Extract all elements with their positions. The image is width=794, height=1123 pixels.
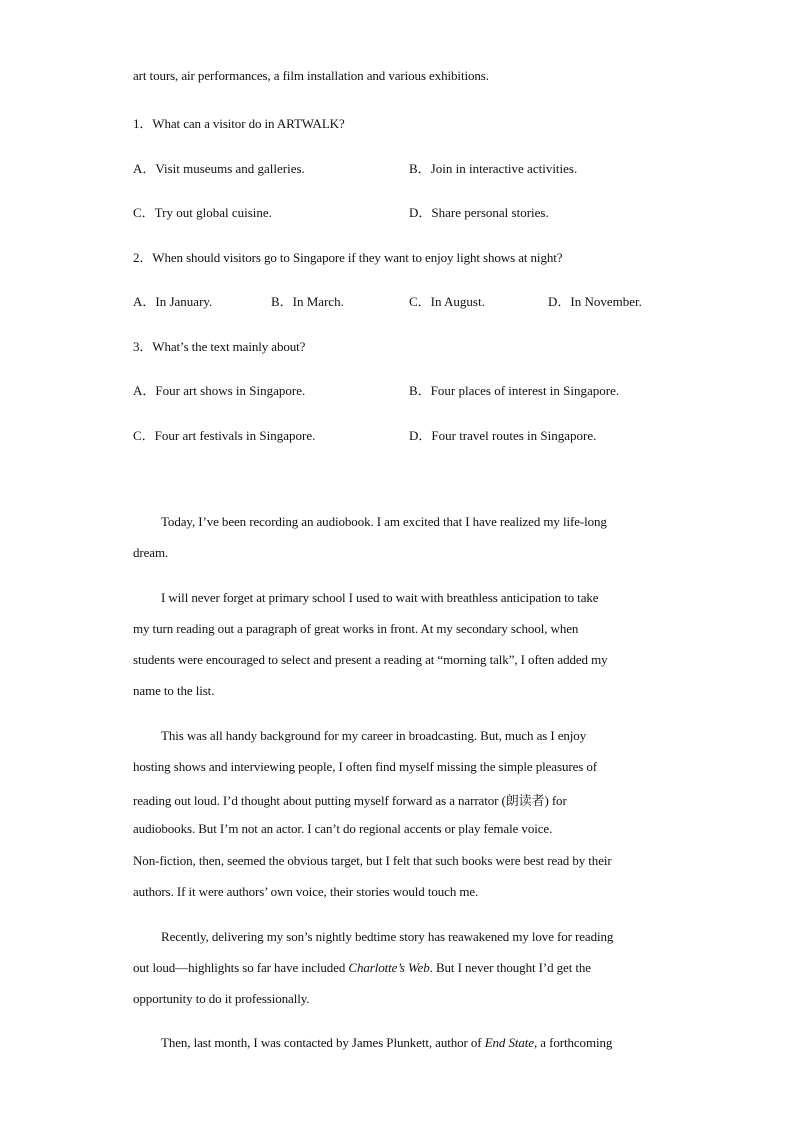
question-2-option-a: A．In January. [133,294,213,309]
passage-p2-line-1: I will never forget at primary school I used to wait with breathless anticipation to take [161,590,599,605]
question-2-stem: 2．When should visitors go to Singapore if they want to enjoy light shows at night? [133,250,563,265]
passage-p3-line-5: Non-fiction, then, seemed the obvious target, but I felt that such books were best read by their [133,853,612,868]
question-1-option-d: D．Share personal stories. [409,205,549,220]
passage-p2-line-4: name to the list. [133,683,215,698]
passage-p2-line-3: students were encouraged to select and present a reading at “morning talk”, I often added my [133,652,608,667]
passage-p4-line-3: opportunity to do it professionally. [133,991,310,1006]
passage-p4-line-2 [133,960,591,976]
passage-p3-line-3: reading out loud. I’d thought about putting myself forward as a narrator (朗读者) for [133,793,567,808]
question-3-option-b: B．Four places of interest in Singapore. [409,383,620,398]
question-1-option-b: B．Join in interactive activities. [409,161,578,176]
intro-line: art tours, air performances, a film installation and various exhibitions. [133,68,489,83]
question-3-option-c: C．Four art festivals in Singapore. [133,428,316,443]
passage-p1-line-2: dream. [133,545,169,560]
passage-p4-line-2-post: . But I never thought I’d get the [429,960,591,975]
question-3-option-d: D．Four travel routes in Singapore. [409,428,597,443]
book-title-charlottes-web: Charlotte’s Web [348,960,430,975]
question-2-option-d: D．In November. [548,294,642,309]
passage-p3-line-4: audiobooks. But I’m not an actor. I can’t do regional accents or play female voice. [133,821,553,836]
passage-p1-line-1: Today, I’ve been recording an audiobook. I am excited that I have realized my life-long [161,514,607,529]
passage-p4-line-2-pre: out loud—highlights so far have included [133,960,349,975]
passage-p5-line-1 [161,1035,612,1051]
passage-p3-line-1: This was all handy background for my career in broadcasting. But, much as I enjoy [161,728,587,743]
passage-p2-line-2: my turn reading out a paragraph of great works in front. At my secondary school, when [133,621,579,636]
question-3-option-a: A．Four art shows in Singapore. [133,383,306,398]
passage-p5-pre: Then, last month, I was contacted by James Plunkett, author of [161,1035,485,1050]
question-2-option-c: C．In August. [409,294,485,309]
passage-p4-line-1: Recently, delivering my son’s nightly bedtime story has reawakened my love for reading [161,929,614,944]
question-3-stem: 3．What’s the text mainly about? [133,339,306,354]
passage-p5-post: , a forthcoming [533,1035,613,1050]
question-1-stem: 1．What can a visitor do in ARTWALK? [133,116,345,131]
passage-p3-line-2: hosting shows and interviewing people, I often find myself missing the simple pleasures of [133,759,597,774]
question-1-option-a: A．Visit museums and galleries. [133,161,305,176]
book-title-end-state: End State [484,1035,534,1050]
question-2-option-b: B．In March. [271,294,344,309]
question-1-option-c: C．Try out global cuisine. [133,205,272,220]
passage-p3-line-6: authors. If it were authors’ own voice, their stories would touch me. [133,884,479,899]
